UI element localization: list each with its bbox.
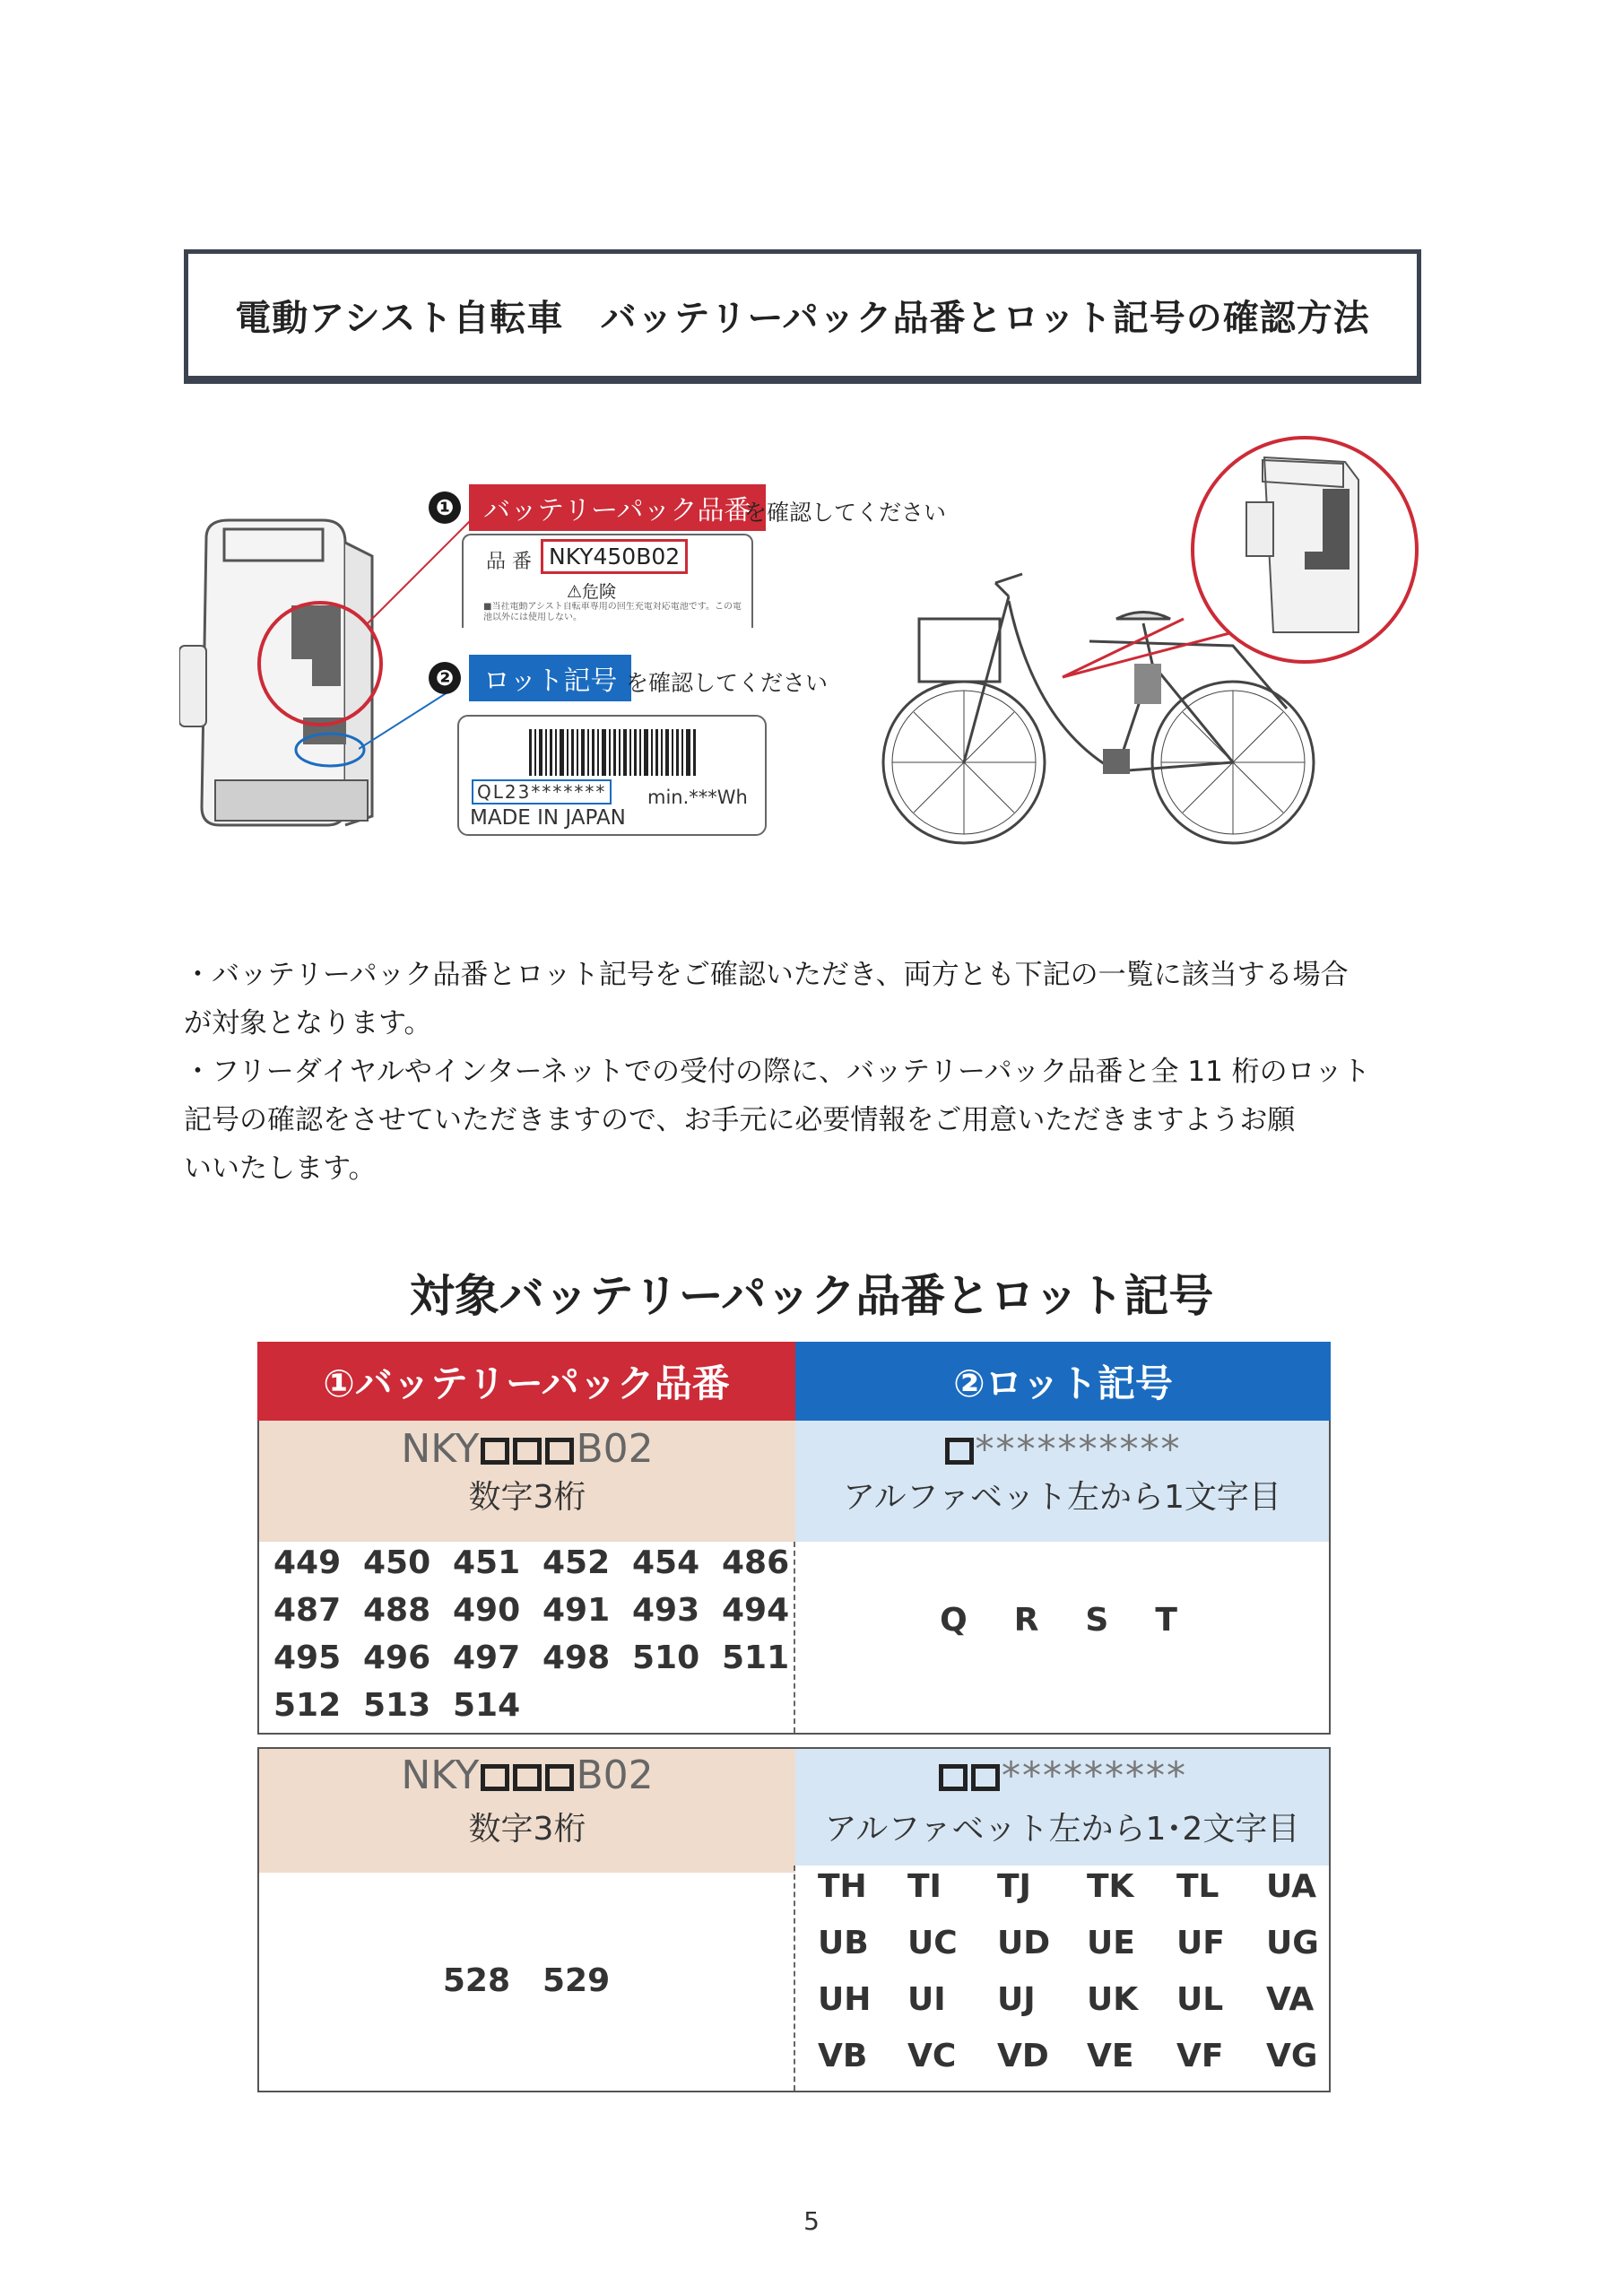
battery-zoom-circle bbox=[1175, 435, 1426, 677]
model-number: 490 bbox=[453, 1592, 521, 1629]
model-row bbox=[273, 1639, 794, 1687]
lot-label-wh: min.***Wh bbox=[647, 787, 748, 808]
model-number: 486 bbox=[722, 1544, 790, 1581]
lot-code: TH bbox=[818, 1868, 867, 1905]
digit-box bbox=[481, 1764, 509, 1791]
group1-lot-pattern-cell bbox=[795, 1421, 1329, 1542]
lot-code: UB bbox=[818, 1925, 869, 1961]
lot-row bbox=[818, 1868, 1329, 1925]
lot-code: UH bbox=[818, 1981, 872, 2018]
lot-code: UD bbox=[997, 1925, 1051, 1961]
lot-label-sticker bbox=[457, 715, 767, 836]
model-row bbox=[273, 1592, 794, 1639]
lot-code: UA bbox=[1266, 1868, 1316, 1905]
model-number: 514 bbox=[453, 1687, 521, 1724]
title-box bbox=[184, 249, 1421, 384]
step1-instruction: を確認してください bbox=[744, 500, 947, 526]
header-lot-symbol-label: ②ロット記号 bbox=[953, 1361, 1173, 1405]
lot-code: TI bbox=[907, 1868, 942, 1905]
group2-model-pattern bbox=[259, 1752, 795, 1798]
model-number: 491 bbox=[542, 1592, 611, 1629]
group2-lot-pattern bbox=[795, 1752, 1329, 1798]
letter-box bbox=[971, 1764, 1000, 1791]
model-label-warning: ⚠危険 bbox=[567, 582, 617, 602]
group1-lot-sublabel: アルファベット左から1文字目 bbox=[843, 1479, 1281, 1516]
digit-box bbox=[545, 1764, 574, 1791]
model-number: 450 bbox=[363, 1544, 431, 1581]
lot-code: UI bbox=[907, 1981, 946, 2018]
lot-code: TJ bbox=[997, 1868, 1031, 1905]
model-row bbox=[273, 1544, 794, 1592]
lot-row bbox=[818, 1925, 1329, 1981]
paragraph-line: 記号の確認をさせていただきますので、お手元に必要情報をご用意いただきますようお願 bbox=[184, 1104, 1296, 1136]
lot-code: UE bbox=[1087, 1925, 1135, 1961]
lot-label-code: QL23******* bbox=[472, 779, 612, 804]
page-number: 5 bbox=[803, 2206, 820, 2236]
model-number: 454 bbox=[632, 1544, 700, 1581]
lot-code: VE bbox=[1087, 2038, 1134, 2074]
group2-lot-sublabel: アルファベット左から1･2文字目 bbox=[824, 1811, 1300, 1848]
lot-code: UK bbox=[1087, 1981, 1139, 2018]
group1-lot-pattern bbox=[795, 1426, 1329, 1472]
model-number: 511 bbox=[722, 1639, 790, 1676]
lot-label-made: MADE IN JAPAN bbox=[470, 806, 626, 830]
group1-model-sublabel: 数字3桁 bbox=[468, 1479, 586, 1516]
model-suffix: B02 bbox=[576, 1426, 654, 1472]
step2-instruction: を確認してください bbox=[626, 670, 829, 696]
model-number: 449 bbox=[273, 1544, 342, 1581]
paragraph-line: ・バッテリーパック品番とロット記号をご確認いただき、両方とも下記の一覧に該当する場合 bbox=[184, 959, 1349, 991]
model-number: 512 bbox=[273, 1687, 342, 1724]
body-text bbox=[184, 951, 1457, 1193]
group1-model-pattern-cell bbox=[259, 1421, 795, 1542]
lot-tag-label: ロット記号 bbox=[483, 665, 618, 697]
lot-code: UG bbox=[1266, 1925, 1319, 1961]
paragraph-line: ・フリーダイヤルやインターネットでの受付の際に、バッテリーパック品番と全 11 桁のロット bbox=[184, 1056, 1371, 1088]
model-label-fineprint: ■当社電動アシスト自転車専用の回生充電対応電池です。この電池以外には使用しない。 bbox=[483, 602, 742, 622]
paragraph-line: いいたします。 bbox=[184, 1152, 377, 1185]
group1-lot-letters: Q R S T bbox=[940, 1602, 1185, 1639]
model-suffix: B02 bbox=[576, 1752, 654, 1798]
lot-row bbox=[818, 1981, 1329, 2038]
header-model-number-label: ①バッテリーパック品番 bbox=[323, 1361, 730, 1405]
model-number: 498 bbox=[542, 1639, 611, 1676]
model-number: 513 bbox=[363, 1687, 431, 1724]
model-number: 451 bbox=[453, 1544, 521, 1581]
group2-model-sublabel: 数字3桁 bbox=[468, 1811, 586, 1848]
lot-code: UL bbox=[1176, 1981, 1224, 2018]
lot-code: UC bbox=[907, 1925, 958, 1961]
group2-lot-list bbox=[818, 1868, 1329, 2094]
model-prefix: NKY bbox=[401, 1752, 480, 1798]
model-number: 496 bbox=[363, 1639, 431, 1676]
model-prefix: NKY bbox=[401, 1426, 480, 1472]
model-label-code: NKY450B02 bbox=[541, 539, 688, 574]
lot-code: TL bbox=[1176, 1868, 1219, 1905]
group2-model-pattern-cell bbox=[259, 1749, 795, 1873]
lot-code: TK bbox=[1087, 1868, 1134, 1905]
model-label-sticker bbox=[462, 534, 753, 628]
model-row bbox=[273, 1687, 794, 1735]
step1-number: ❶ bbox=[429, 491, 461, 524]
model-number: 494 bbox=[722, 1592, 790, 1629]
page-title: 電動アシスト自転車 バッテリーパック品番とロット記号の確認方法 bbox=[235, 297, 1370, 339]
group2-divider bbox=[794, 1866, 795, 2091]
group1-model-pattern bbox=[259, 1426, 795, 1472]
paragraph-line: が対象となります。 bbox=[184, 1007, 432, 1039]
lot-code: UJ bbox=[997, 1981, 1036, 2018]
model-number: 510 bbox=[632, 1639, 700, 1676]
header-lot-symbol bbox=[795, 1342, 1331, 1421]
lot-code: VD bbox=[997, 2038, 1049, 2074]
model-number: 488 bbox=[363, 1592, 431, 1629]
list-heading: 対象バッテリーパック品番とロット記号 bbox=[409, 1270, 1214, 1322]
step2-number: ❷ bbox=[429, 662, 461, 694]
lot-code: VB bbox=[818, 2038, 868, 2074]
lot-stars: ********** bbox=[975, 1427, 1182, 1471]
model-number: 493 bbox=[632, 1592, 700, 1629]
model-number-tag bbox=[469, 484, 766, 531]
group1-model-list bbox=[273, 1544, 794, 1735]
lot-stars: ********* bbox=[1002, 1753, 1187, 1797]
model-label-prefix: 品 番 bbox=[486, 551, 532, 573]
lot-code: VA bbox=[1266, 1981, 1315, 2018]
letter-box bbox=[939, 1764, 968, 1791]
letter-box bbox=[945, 1438, 974, 1465]
group2-lot-pattern-cell bbox=[795, 1749, 1329, 1866]
lot-code: VF bbox=[1176, 2038, 1224, 2074]
lot-tag bbox=[469, 655, 631, 701]
model-number-tag-label: バッテリーパック品番 bbox=[483, 495, 751, 526]
lot-code: VG bbox=[1266, 2038, 1318, 2074]
header-model-number bbox=[257, 1342, 795, 1421]
lot-code: VC bbox=[907, 2038, 957, 2074]
model-number: 487 bbox=[273, 1592, 342, 1629]
group2-model-list: 528 529 bbox=[442, 1962, 611, 1999]
model-number: 495 bbox=[273, 1639, 342, 1676]
digit-box bbox=[513, 1438, 542, 1465]
model-number: 497 bbox=[453, 1639, 521, 1676]
barcode-icon bbox=[529, 729, 699, 776]
digit-box bbox=[545, 1438, 574, 1465]
digit-box bbox=[513, 1764, 542, 1791]
model-number: 452 bbox=[542, 1544, 611, 1581]
digit-box bbox=[481, 1438, 509, 1465]
lot-row bbox=[818, 2038, 1329, 2094]
lot-code: UF bbox=[1176, 1925, 1225, 1961]
